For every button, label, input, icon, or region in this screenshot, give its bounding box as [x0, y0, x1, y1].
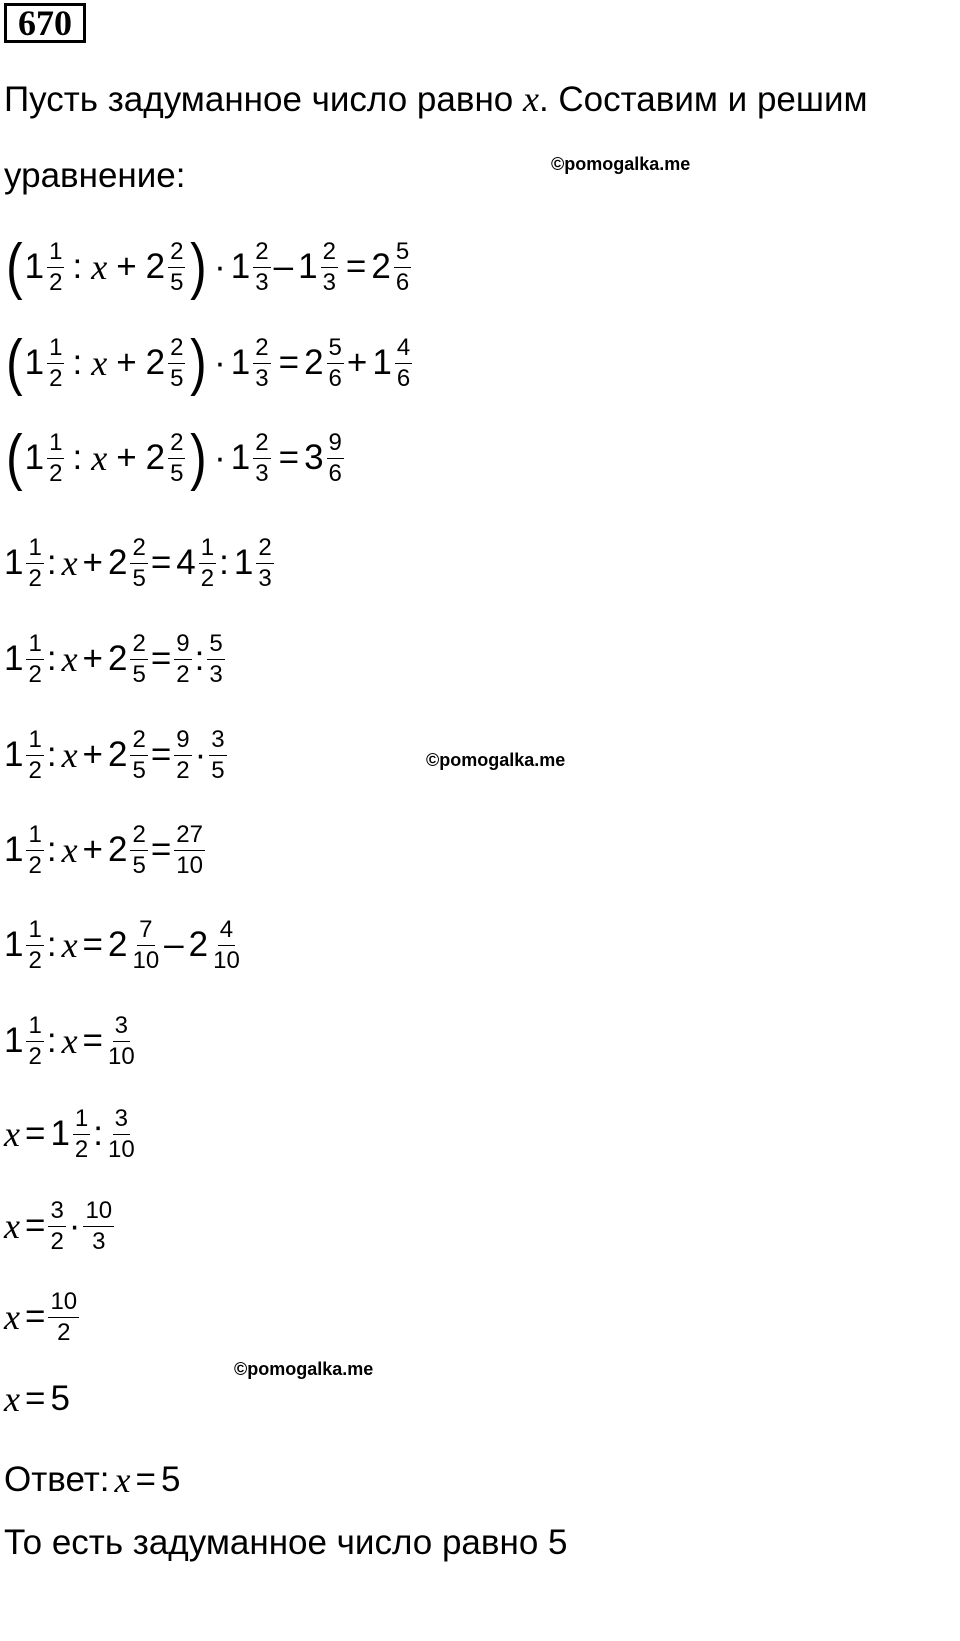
- fraction: [174, 820, 205, 879]
- variable-x: x: [114, 1460, 131, 1500]
- fraction: [73, 1104, 90, 1163]
- intro-line-2: уравнение:: [4, 156, 186, 195]
- numerator: 2: [130, 536, 147, 564]
- fraction: [26, 533, 43, 592]
- fraction: [26, 725, 43, 784]
- whole: 1: [298, 247, 318, 286]
- minus-sign: –: [164, 925, 184, 964]
- fraction: [130, 629, 147, 688]
- fraction: [106, 1011, 137, 1070]
- denominator: 6: [395, 268, 410, 296]
- denominator: 2: [49, 459, 63, 487]
- fraction: [48, 1287, 79, 1346]
- numerator: 9: [174, 728, 191, 756]
- intro-line-1: [4, 78, 868, 120]
- denominator: 3: [258, 564, 272, 592]
- paren-open: (: [6, 328, 23, 397]
- numerator: 1: [26, 823, 43, 851]
- divide-sign: :: [46, 1021, 57, 1060]
- denominator: 10: [132, 946, 160, 974]
- denominator: 3: [255, 364, 269, 392]
- whole: 2: [188, 925, 209, 964]
- divide-sign: :: [72, 438, 83, 477]
- variable-x: x: [4, 1297, 20, 1337]
- numerator: 2: [168, 431, 185, 459]
- denominator: 2: [50, 1227, 64, 1255]
- numerator: 2: [130, 823, 147, 851]
- numerator: 1: [199, 536, 216, 564]
- watermark: ©pomogalka.me: [234, 1359, 374, 1379]
- fraction: [168, 333, 185, 392]
- fraction: [211, 915, 242, 974]
- equals-sign: =: [150, 830, 172, 869]
- denominator: 5: [132, 756, 146, 784]
- plus-sign: +: [82, 543, 103, 582]
- equals-sign: =: [24, 1379, 46, 1418]
- fraction: [256, 533, 273, 592]
- intro-text-1: Пусть задуманное число равно: [4, 80, 523, 119]
- watermark: ©pomogalka.me: [426, 750, 566, 770]
- whole: 1: [50, 1114, 70, 1153]
- variable-x: x: [61, 925, 78, 965]
- denominator: 3: [255, 459, 269, 487]
- equation-step-10: [4, 1096, 140, 1172]
- fraction: [207, 629, 224, 688]
- fraction: [321, 237, 338, 296]
- fraction: [26, 629, 43, 688]
- denominator: 2: [28, 660, 42, 688]
- numerator: 1: [73, 1107, 90, 1135]
- fraction: [253, 237, 270, 296]
- variable-x: x: [91, 343, 108, 383]
- numerator: 5: [394, 240, 411, 268]
- equals-sign: =: [278, 438, 300, 477]
- whole: 1: [233, 543, 254, 582]
- numerator: 4: [218, 918, 235, 946]
- denominator: 3: [209, 660, 223, 688]
- plus-sign: +: [346, 343, 368, 382]
- numerator: 2: [256, 536, 273, 564]
- minus-sign: –: [273, 247, 294, 286]
- variable-x: x: [91, 247, 108, 287]
- whole: 1: [4, 925, 24, 964]
- plus-sign: +: [116, 247, 137, 286]
- divide-sign: :: [72, 247, 83, 286]
- numerator: 2: [321, 240, 338, 268]
- fraction: [253, 333, 270, 392]
- whole: 1: [230, 438, 251, 477]
- whole: 2: [108, 735, 128, 774]
- whole: 2: [371, 247, 391, 286]
- denominator: 3: [92, 1227, 106, 1255]
- variable-x: x: [4, 1114, 20, 1154]
- plus-sign: +: [82, 639, 103, 678]
- divide-sign: :: [194, 639, 205, 678]
- plus-sign: +: [116, 343, 137, 382]
- equals-sign: =: [135, 1460, 156, 1499]
- variable-x: x: [61, 830, 78, 870]
- divide-sign: :: [46, 543, 57, 582]
- paren-open: (: [6, 232, 23, 301]
- equation-step-7: [4, 812, 208, 888]
- numerator: 27: [174, 823, 205, 851]
- numerator: 2: [253, 431, 270, 459]
- variable-x: x: [4, 1379, 20, 1419]
- whole: 1: [230, 247, 251, 286]
- numerator: 3: [113, 1014, 130, 1042]
- whole: 1: [24, 438, 45, 477]
- equals-sign: =: [278, 343, 300, 382]
- whole: 2: [108, 543, 128, 582]
- fraction: [327, 428, 344, 487]
- equals-sign: =: [82, 1021, 103, 1060]
- multiply-sign: ·: [214, 343, 226, 382]
- multiply-sign: ·: [194, 735, 207, 774]
- fraction: [130, 533, 147, 592]
- equals-sign: =: [150, 543, 172, 582]
- fraction: [47, 333, 64, 392]
- paren-close: ): [190, 232, 208, 301]
- fraction: [48, 1196, 65, 1255]
- answer-label: Ответ:: [4, 1460, 110, 1499]
- multiply-sign: ·: [68, 1206, 81, 1245]
- paren-close: ): [190, 423, 208, 492]
- equation-step-8: [4, 907, 245, 983]
- numerator: 1: [26, 1014, 43, 1042]
- fraction: [26, 915, 43, 974]
- plus-sign: +: [116, 438, 137, 477]
- denominator: 5: [170, 459, 184, 487]
- problem-number: 670: [4, 3, 86, 43]
- multiply-sign: ·: [214, 438, 226, 477]
- whole: 1: [24, 247, 45, 286]
- plus-sign: +: [82, 830, 103, 869]
- denominator: 2: [28, 564, 42, 592]
- variable-x: x: [61, 1021, 78, 1061]
- denominator: 5: [170, 268, 184, 296]
- equation-step-5: [4, 621, 228, 697]
- result-value: 5: [50, 1379, 70, 1418]
- numerator: 2: [168, 336, 185, 364]
- variable-x: x: [61, 639, 78, 679]
- numerator: 3: [48, 1199, 65, 1227]
- whole: 3: [304, 438, 324, 477]
- answer-value: 5: [160, 1460, 181, 1499]
- denominator: 5: [132, 564, 146, 592]
- whole: 1: [4, 735, 24, 774]
- variable-x: x: [4, 1206, 20, 1246]
- denominator: 2: [57, 1318, 71, 1346]
- denominator: 10: [108, 1042, 135, 1070]
- divide-sign: :: [219, 543, 229, 582]
- denominator: 10: [176, 851, 203, 879]
- denominator: 6: [328, 364, 342, 392]
- whole: 1: [4, 1021, 24, 1060]
- whole: 1: [230, 343, 251, 382]
- equals-sign: =: [150, 735, 172, 774]
- denominator: 2: [28, 1042, 42, 1070]
- equation-step-6: [4, 717, 230, 793]
- denominator: 2: [49, 268, 63, 296]
- fraction: [174, 629, 191, 688]
- equals-sign: =: [345, 247, 367, 286]
- divide-sign: :: [46, 925, 57, 964]
- answer-line: [4, 1442, 180, 1518]
- whole: 1: [4, 543, 24, 582]
- numerator: 2: [130, 728, 147, 756]
- denominator: 2: [28, 946, 42, 974]
- fraction: [106, 1104, 137, 1163]
- equation-step-9: [4, 1003, 140, 1079]
- denominator: 3: [255, 268, 269, 296]
- conclusion-text: То есть задуманное число равно 5: [4, 1523, 568, 1562]
- equals-sign: =: [82, 925, 103, 964]
- numerator: 2: [253, 240, 270, 268]
- equation-step-2: [4, 325, 415, 401]
- equation-step-1: [4, 229, 414, 305]
- numerator: 1: [47, 240, 64, 268]
- multiply-sign: ·: [214, 247, 226, 286]
- equation-step-4: [4, 525, 277, 601]
- whole: 1: [4, 830, 24, 869]
- equation-step-3: [4, 420, 347, 496]
- fraction: [130, 820, 147, 879]
- denominator: 3: [322, 268, 336, 296]
- numerator: 3: [209, 728, 226, 756]
- fraction: [26, 1011, 43, 1070]
- numerator: 10: [83, 1199, 114, 1227]
- plus-sign: +: [82, 735, 103, 774]
- numerator: 2: [168, 240, 185, 268]
- denominator: 2: [28, 851, 42, 879]
- variable-x: x: [61, 735, 78, 775]
- fraction: [130, 725, 147, 784]
- fraction: [26, 820, 43, 879]
- fraction: [395, 333, 412, 392]
- numerator: 9: [327, 431, 344, 459]
- numerator: 3: [113, 1107, 130, 1135]
- whole: 2: [145, 438, 166, 477]
- denominator: 10: [213, 946, 240, 974]
- whole: 1: [4, 639, 24, 678]
- denominator: 5: [211, 756, 225, 784]
- fraction: [327, 333, 344, 392]
- fraction: [168, 237, 185, 296]
- numerator: 10: [48, 1290, 79, 1318]
- equation-step-12: [4, 1279, 82, 1355]
- equals-sign: =: [24, 1206, 46, 1245]
- fraction: [394, 237, 411, 296]
- equation-step-13: [4, 1361, 70, 1437]
- numerator: 1: [26, 918, 43, 946]
- numerator: 1: [26, 728, 43, 756]
- equals-sign: =: [24, 1297, 46, 1336]
- numerator: 1: [26, 536, 43, 564]
- fraction: [174, 725, 191, 784]
- denominator: 2: [200, 564, 215, 592]
- variable-x: x: [91, 438, 108, 478]
- whole: 2: [304, 343, 324, 382]
- whole: 2: [108, 639, 128, 678]
- denominator: 6: [396, 364, 411, 392]
- denominator: 5: [132, 660, 146, 688]
- fraction: [83, 1196, 114, 1255]
- numerator: 2: [253, 336, 270, 364]
- numerator: 4: [395, 336, 412, 364]
- whole: 2: [145, 343, 166, 382]
- numerator: 7: [137, 918, 154, 946]
- fraction: [47, 237, 64, 296]
- equals-sign: =: [150, 639, 172, 678]
- denominator: 2: [49, 364, 63, 392]
- fraction: [209, 725, 226, 784]
- fraction: [47, 428, 64, 487]
- denominator: 2: [176, 756, 190, 784]
- numerator: 5: [207, 632, 224, 660]
- whole: 4: [176, 543, 196, 582]
- whole: 2: [108, 830, 128, 869]
- denominator: 10: [108, 1135, 135, 1163]
- fraction: [253, 428, 270, 487]
- whole: 2: [108, 925, 128, 964]
- numerator: 1: [26, 632, 43, 660]
- fraction: [199, 533, 216, 592]
- fraction: [168, 428, 185, 487]
- denominator: 5: [170, 364, 184, 392]
- numerator: 2: [130, 632, 147, 660]
- divide-sign: :: [46, 735, 57, 774]
- variable-x: x: [522, 79, 539, 119]
- denominator: 6: [328, 459, 342, 487]
- denominator: 2: [28, 756, 42, 784]
- equation-step-11: [4, 1188, 117, 1264]
- divide-sign: :: [72, 343, 83, 382]
- divide-sign: :: [93, 1114, 103, 1153]
- numerator: 1: [47, 431, 64, 459]
- numerator: 5: [327, 336, 344, 364]
- paren-close: ): [190, 328, 208, 397]
- watermark: ©pomogalka.me: [551, 154, 691, 174]
- denominator: 2: [176, 660, 190, 688]
- paren-open: (: [6, 423, 23, 492]
- numerator: 9: [174, 632, 191, 660]
- denominator: 2: [74, 1135, 89, 1163]
- whole: 2: [145, 247, 166, 286]
- equals-sign: =: [24, 1114, 46, 1153]
- fraction: [130, 915, 161, 974]
- denominator: 5: [132, 851, 146, 879]
- numerator: 1: [47, 336, 64, 364]
- whole: 1: [372, 343, 392, 382]
- divide-sign: :: [46, 830, 57, 869]
- whole: 1: [24, 343, 45, 382]
- intro-text-2: . Составим и решим: [538, 80, 868, 119]
- variable-x: x: [61, 543, 78, 583]
- divide-sign: :: [46, 639, 57, 678]
